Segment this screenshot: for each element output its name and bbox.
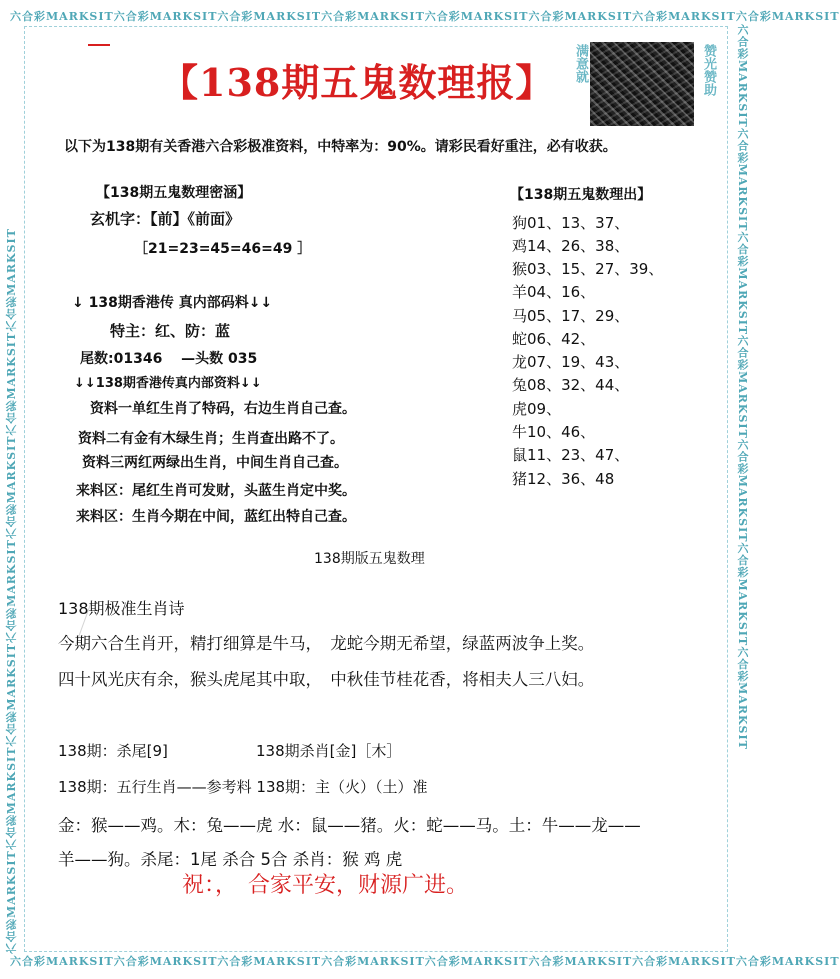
data-line-1: 资料一单红生肖了特码，右边生肖自己查。 [90,401,356,417]
watermark-bottom: 六合彩MARKSIT六合彩MARKSIT六合彩MARKSIT六合彩MARKSIT六合彩MARKSIT六合彩MARKSIT六合彩MARKSIT六合彩MARKSIT [10,955,840,968]
special-main: 特主：红、防：蓝 [110,322,231,340]
closing-blessing: 祝：， 合家平安，财源广进。 [182,873,469,898]
poem-line-2: 四十风光庆有余，猴头虎尾其中取， 中秋佳节桂花香，将相夫人三八妇。 [58,670,595,689]
poem-line-1: 今期六合生肖开，精打细算是牛马， 龙蛇今期无希望，绿蓝两波争上奖。 [58,634,595,653]
formula: ［21=23=45=46=49 ］ [134,241,312,257]
kill-zodiac: 138期杀肖[金]［木］ [256,742,402,760]
zodiac-row: 马05、17、29、 [512,307,630,325]
zodiac-row: 牛10、46、 [512,423,596,441]
center-heading: 138期版五鬼数理 [314,551,425,567]
watermark-right: 六合彩MARKSIT六合彩MARKSIT六合彩MARKSIT六合彩MARKSIT六合彩MARKSIT六合彩MARKSIT六合彩MARKSIT [736,24,749,750]
zodiac-row: 兔08、32、44、 [512,376,630,394]
zodiac-row: 鸡14、26、38、 [512,237,630,255]
watermark-left: 六合彩MARKSIT六合彩MARKSIT六合彩MARKSIT六合彩MARKSIT六合彩MARKSIT六合彩MARKSIT六合彩MARKSIT [5,228,18,954]
zodiac-row: 龙07、19、43、 [512,353,630,371]
inside-heading: ↓ 138期香港传 真内部码料↓↓ [72,295,273,311]
intro-text: 以下为138期有关香港六合彩极准资料，中特率为：90%。请彩民看好重注，必有收获。 [64,139,617,155]
data-line-2: 资料二有金有木绿生肖；生肖查出路不了。 [78,431,344,447]
data-line-3: 资料三两红两绿出生肖，中间生肖自己查。 [82,455,348,471]
data-line-5: 来料区：生肖今期在中间，蓝红出特自己查。 [76,509,356,525]
qr-caption-right: 赞光赞助 [701,44,716,96]
zodiac-row: 鼠11、23、47、 [512,446,630,464]
elements-line-1: 金：猴——鸡。木：兔——虎 水：鼠——猪。火：蛇——马。土：牛——龙—— [58,816,641,835]
zodiac-row: 虎09、 [512,400,562,418]
qr-caption-left: 满意就 [573,44,588,83]
page-title: 【138期五鬼数理报】 [160,60,555,105]
five-elements-heading: 138期：五行生肖——参考料 138期：主（火）（土）准 [58,778,428,796]
data-line-4: 来料区：尾红生肖可发财，头蓝生肖定中奖。 [76,483,356,499]
inside-heading-2: ↓↓138期香港传真内部资料↓↓ [74,376,262,391]
zodiac-row: 羊04、16、 [512,283,596,301]
mystic-word: 玄机字：【前】《前面》 [90,210,241,228]
zodiac-row: 蛇06、42、 [512,330,596,348]
secret-heading: 【138期五鬼数理密涵】 [96,185,252,201]
red-mark [88,44,110,46]
poem-heading: 138期极准生肖诗 [58,599,185,618]
qr-code-overlay [590,42,694,126]
elements-line-2: 羊——狗。杀尾：1尾 杀合 5合 杀肖：猴 鸡 虎 [58,850,403,869]
zodiac-row: 狗01、13、37、 [512,214,630,232]
kill-tail: 138期：杀尾[9] [58,742,168,760]
zodiac-row: 猪12、36、48 [512,470,615,488]
zodiac-heading: 【138期五鬼数理出】 [510,187,652,203]
zodiac-row: 猴03、15、27、39、 [512,260,664,278]
tail-head-numbers: 尾数:01346 —头数 035 [80,351,258,367]
watermark-top: 六合彩MARKSIT六合彩MARKSIT六合彩MARKSIT六合彩MARKSIT六合彩MARKSIT六合彩MARKSIT六合彩MARKSIT六合彩MARKSIT [10,10,840,23]
